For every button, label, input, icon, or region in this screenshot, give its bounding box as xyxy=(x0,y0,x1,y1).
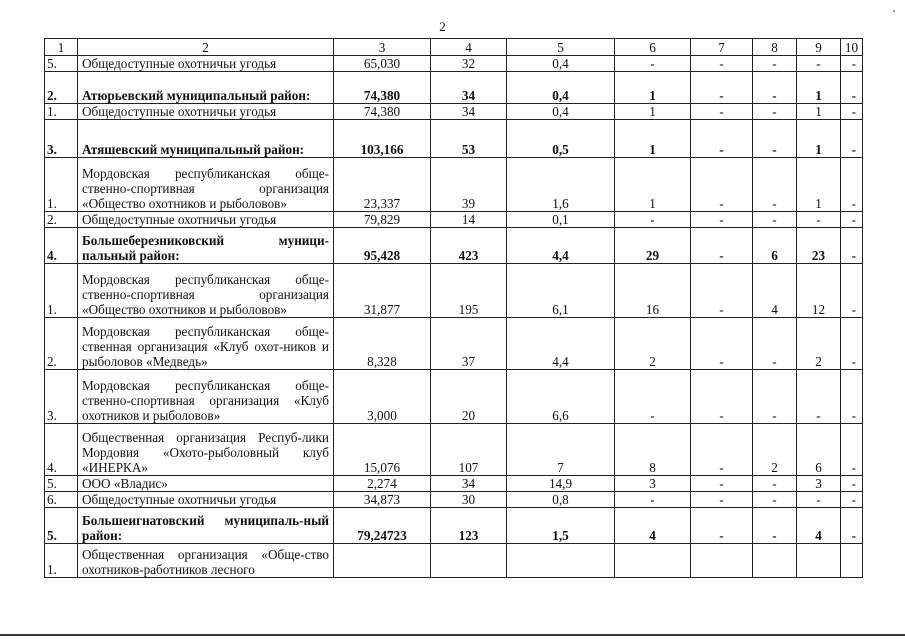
col8-value: - xyxy=(753,72,797,104)
col10-value: - xyxy=(841,158,863,212)
col10-value: - xyxy=(841,508,863,544)
col8-value: - xyxy=(753,476,797,492)
col6-value: 2 xyxy=(615,318,691,370)
col9-value: 6 xyxy=(797,424,841,476)
col9-value: - xyxy=(797,56,841,72)
col8-value: 4 xyxy=(753,264,797,318)
col6-value: 8 xyxy=(615,424,691,476)
col8-value: 6 xyxy=(753,228,797,264)
col9-value: 2 xyxy=(797,318,841,370)
col4-value: 37 xyxy=(431,318,507,370)
entity-name: Атяшевский муниципальный район: xyxy=(78,120,334,158)
col10-value: - xyxy=(841,492,863,508)
col10-value: - xyxy=(841,424,863,476)
col4-value: 195 xyxy=(431,264,507,318)
table-row xyxy=(45,212,863,228)
column-number: 6 xyxy=(615,39,691,56)
entity-name: Мордовская республиканская обще-ственно-спортивная организация «Общество охотников и рыболовов» xyxy=(78,264,334,318)
col8-value: - xyxy=(753,508,797,544)
col10-value: - xyxy=(841,476,863,492)
col4-value: 34 xyxy=(431,72,507,104)
row-number: 6. xyxy=(45,492,78,508)
table-row xyxy=(45,370,863,424)
table-row xyxy=(45,476,863,492)
row-number: 1. xyxy=(45,264,78,318)
table-row xyxy=(45,264,863,318)
column-number: 3 xyxy=(334,39,431,56)
col5-value: 0,8 xyxy=(507,492,615,508)
col7-value xyxy=(691,544,753,578)
area-value: 2,274 xyxy=(334,476,431,492)
col7-value: - xyxy=(691,492,753,508)
area-value xyxy=(334,544,431,578)
entity-name: Большеигнатовский муниципаль-ный район: xyxy=(78,508,334,544)
area-value: 74,380 xyxy=(334,72,431,104)
table-row xyxy=(45,56,863,72)
col6-value: 29 xyxy=(615,228,691,264)
col9-value: - xyxy=(797,212,841,228)
col5-value: 0,5 xyxy=(507,120,615,158)
area-value: 74,380 xyxy=(334,104,431,120)
entity-name: Общественная организация Респуб-лики Мордовия «Охото-рыболовный клуб «ИНЕРКА» xyxy=(78,424,334,476)
area-value: 15,076 xyxy=(334,424,431,476)
area-value: 8,328 xyxy=(334,318,431,370)
col7-value: - xyxy=(691,476,753,492)
col10-value: - xyxy=(841,120,863,158)
col6-value: - xyxy=(615,212,691,228)
col8-value: 2 xyxy=(753,424,797,476)
col7-value: - xyxy=(691,72,753,104)
column-number: 9 xyxy=(797,39,841,56)
page-number: 2 xyxy=(439,19,446,34)
district-row xyxy=(45,72,863,104)
col6-value: 3 xyxy=(615,476,691,492)
row-number: 5. xyxy=(45,56,78,72)
col9-value: 1 xyxy=(797,120,841,158)
area-value: 95,428 xyxy=(334,228,431,264)
col10-value: - xyxy=(841,264,863,318)
col5-value: 4,4 xyxy=(507,228,615,264)
col6-value: 1 xyxy=(615,158,691,212)
col7-value: - xyxy=(691,212,753,228)
col10-value: - xyxy=(841,56,863,72)
column-number: 8 xyxy=(753,39,797,56)
entity-name: Мордовская республиканская обще-ственная организация «Клуб охот-ников и рыболовов «Медведь» xyxy=(78,318,334,370)
col5-value: 14,9 xyxy=(507,476,615,492)
col4-value xyxy=(431,544,507,578)
entity-name: Атюрьевский муниципальный район: xyxy=(78,72,334,104)
col7-value: - xyxy=(691,508,753,544)
col5-value: 1,5 xyxy=(507,508,615,544)
table-row xyxy=(45,318,863,370)
col9-value xyxy=(797,544,841,578)
row-number: 4. xyxy=(45,228,78,264)
scan-bottom-edge xyxy=(0,634,905,636)
col5-value: 7 xyxy=(507,424,615,476)
column-number-row xyxy=(45,39,863,56)
col4-value: 123 xyxy=(431,508,507,544)
row-number: 1. xyxy=(45,544,78,578)
column-number: 2 xyxy=(78,39,334,56)
col8-value: - xyxy=(753,492,797,508)
col7-value: - xyxy=(691,104,753,120)
area-value: 65,030 xyxy=(334,56,431,72)
district-row xyxy=(45,120,863,158)
col9-value: 4 xyxy=(797,508,841,544)
col5-value: 0,4 xyxy=(507,72,615,104)
col4-value: 32 xyxy=(431,56,507,72)
area-value: 23,337 xyxy=(334,158,431,212)
col6-value: - xyxy=(615,56,691,72)
scan-speck xyxy=(893,10,895,12)
entity-name: Общедоступные охотничьи угодья xyxy=(78,104,334,120)
district-row xyxy=(45,228,863,264)
col9-value: 12 xyxy=(797,264,841,318)
row-number: 4. xyxy=(45,424,78,476)
col4-value: 53 xyxy=(431,120,507,158)
column-number: 7 xyxy=(691,39,753,56)
col9-value: 23 xyxy=(797,228,841,264)
col10-value: - xyxy=(841,104,863,120)
col7-value: - xyxy=(691,228,753,264)
row-number: 5. xyxy=(45,508,78,544)
row-number: 2. xyxy=(45,72,78,104)
col4-value: 34 xyxy=(431,476,507,492)
entity-name: Общедоступные охотничьи угодья xyxy=(78,212,334,228)
entity-name: ООО «Владис» xyxy=(78,476,334,492)
row-number: 2. xyxy=(45,318,78,370)
row-number: 3. xyxy=(45,370,78,424)
col5-value: 1,6 xyxy=(507,158,615,212)
area-value: 103,166 xyxy=(334,120,431,158)
col10-value: - xyxy=(841,228,863,264)
col5-value xyxy=(507,544,615,578)
col5-value: 4,4 xyxy=(507,318,615,370)
col9-value: 1 xyxy=(797,72,841,104)
col8-value: - xyxy=(753,212,797,228)
row-number: 1. xyxy=(45,158,78,212)
col9-value: 3 xyxy=(797,476,841,492)
col6-value: 1 xyxy=(615,72,691,104)
col6-value: 1 xyxy=(615,120,691,158)
row-number: 3. xyxy=(45,120,78,158)
col6-value: 1 xyxy=(615,104,691,120)
col8-value: - xyxy=(753,104,797,120)
row-number: 1. xyxy=(45,104,78,120)
col5-value: 0,1 xyxy=(507,212,615,228)
column-number: 4 xyxy=(431,39,507,56)
area-value: 79,829 xyxy=(334,212,431,228)
col4-value: 20 xyxy=(431,370,507,424)
district-row xyxy=(45,508,863,544)
col5-value: 0,4 xyxy=(507,104,615,120)
col4-value: 34 xyxy=(431,104,507,120)
column-number: 5 xyxy=(507,39,615,56)
col7-value: - xyxy=(691,158,753,212)
col7-value: - xyxy=(691,318,753,370)
area-value: 3,000 xyxy=(334,370,431,424)
col8-value: - xyxy=(753,158,797,212)
col8-value xyxy=(753,544,797,578)
col8-value: - xyxy=(753,120,797,158)
col4-value: 30 xyxy=(431,492,507,508)
col4-value: 39 xyxy=(431,158,507,212)
col9-value: 1 xyxy=(797,104,841,120)
area-value: 79,24723 xyxy=(334,508,431,544)
col7-value: - xyxy=(691,264,753,318)
col10-value: - xyxy=(841,370,863,424)
table-row xyxy=(45,424,863,476)
col4-value: 14 xyxy=(431,212,507,228)
entity-name: Большеберезниковский муници-пальный район: xyxy=(78,228,334,264)
col10-value: - xyxy=(841,318,863,370)
col9-value: - xyxy=(797,492,841,508)
table-row xyxy=(45,104,863,120)
col5-value: 6,1 xyxy=(507,264,615,318)
table-row xyxy=(45,158,863,212)
col8-value: - xyxy=(753,370,797,424)
col6-value: - xyxy=(615,492,691,508)
col8-value: - xyxy=(753,318,797,370)
table-row xyxy=(45,492,863,508)
col6-value: 16 xyxy=(615,264,691,318)
entity-name: Общественная организация «Обще-ство охотников-работников лесного xyxy=(78,544,334,578)
col6-value: 4 xyxy=(615,508,691,544)
hunting-grounds-table xyxy=(44,38,863,578)
col10-value: - xyxy=(841,212,863,228)
column-number: 1 xyxy=(45,39,78,56)
col6-value xyxy=(615,544,691,578)
col6-value: - xyxy=(615,370,691,424)
col10-value: - xyxy=(841,72,863,104)
col7-value: - xyxy=(691,120,753,158)
col4-value: 423 xyxy=(431,228,507,264)
entity-name: Общедоступные охотничьи угодья xyxy=(78,56,334,72)
column-number: 10 xyxy=(841,39,863,56)
col8-value: - xyxy=(753,56,797,72)
col9-value: 1 xyxy=(797,158,841,212)
col5-value: 0,4 xyxy=(507,56,615,72)
entity-name: Мордовская республиканская обще-ственно-спортивная организация «Общество охотников и рыболовов» xyxy=(78,158,334,212)
table-row xyxy=(45,544,863,578)
row-number: 2. xyxy=(45,212,78,228)
col4-value: 107 xyxy=(431,424,507,476)
area-value: 31,877 xyxy=(334,264,431,318)
col7-value: - xyxy=(691,56,753,72)
col10-value xyxy=(841,544,863,578)
entity-name: Мордовская республиканская обще-ственно-спортивная организация «Клуб охотников и рыболовов» xyxy=(78,370,334,424)
table-body xyxy=(45,39,863,578)
col7-value: - xyxy=(691,424,753,476)
col9-value: - xyxy=(797,370,841,424)
col7-value: - xyxy=(691,370,753,424)
area-value: 34,873 xyxy=(334,492,431,508)
entity-name: Общедоступные охотничьи угодья xyxy=(78,492,334,508)
col5-value: 6,6 xyxy=(507,370,615,424)
row-number: 5. xyxy=(45,476,78,492)
